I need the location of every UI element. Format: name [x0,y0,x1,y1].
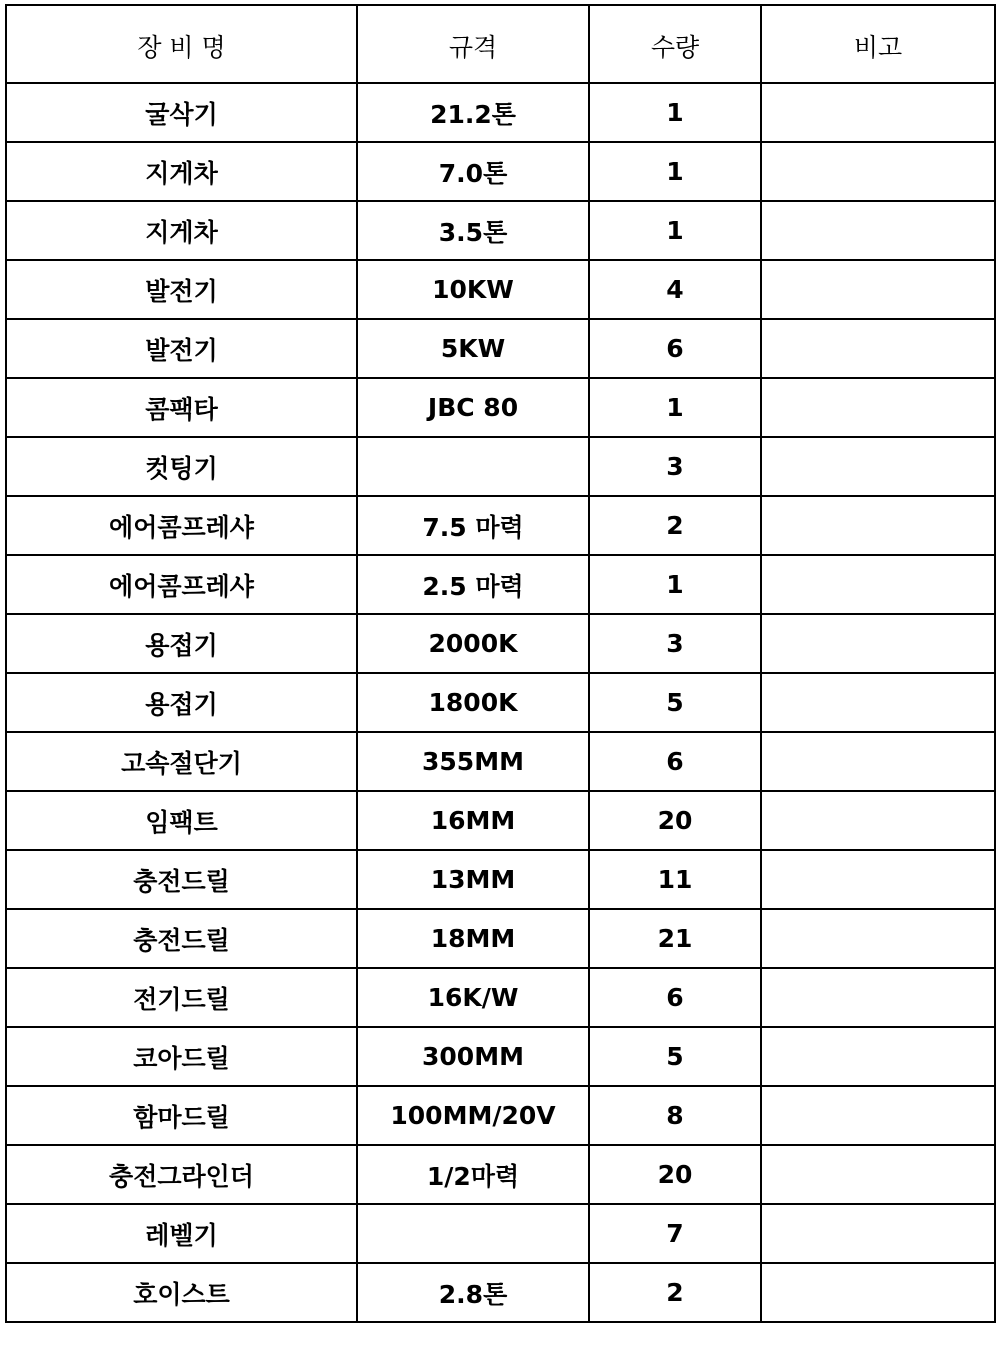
cell-spec: 16K/W [357,968,589,1027]
cell-equipment-name: 발전기 [6,260,357,319]
cell-note [761,555,995,614]
cell-quantity: 1 [589,142,761,201]
cell-quantity: 4 [589,260,761,319]
cell-quantity: 2 [589,496,761,555]
cell-equipment-name: 에어콤프레샤 [6,496,357,555]
cell-quantity: 1 [589,378,761,437]
cell-note [761,909,995,968]
header-quantity: 수량 [589,5,761,83]
cell-spec: 355MM [357,732,589,791]
cell-quantity: 3 [589,437,761,496]
cell-note [761,260,995,319]
table-body [6,83,995,1322]
cell-note [761,791,995,850]
cell-quantity: 20 [589,791,761,850]
cell-quantity: 3 [589,614,761,673]
cell-note [761,732,995,791]
cell-equipment-name: 지게차 [6,142,357,201]
cell-equipment-name: 지게차 [6,201,357,260]
cell-equipment-name: 발전기 [6,319,357,378]
header-row [6,5,995,83]
cell-equipment-name: 충전드릴 [6,909,357,968]
table-row [6,319,995,378]
cell-note [761,83,995,142]
cell-quantity: 2 [589,1263,761,1322]
cell-equipment-name: 충전그라인더 [6,1145,357,1204]
cell-note [761,673,995,732]
table-row [6,791,995,850]
cell-equipment-name: 용접기 [6,614,357,673]
cell-equipment-name: 충전드릴 [6,850,357,909]
table-row [6,555,995,614]
cell-note [761,850,995,909]
cell-spec: 13MM [357,850,589,909]
table-row [6,437,995,496]
cell-note [761,437,995,496]
cell-equipment-name: 용접기 [6,673,357,732]
table-row [6,1086,995,1145]
cell-equipment-name: 전기드릴 [6,968,357,1027]
header-note: 비고 [761,5,995,83]
cell-spec: 3.5톤 [357,201,589,260]
cell-spec: 7.0톤 [357,142,589,201]
cell-spec: 1800K [357,673,589,732]
table-row [6,614,995,673]
cell-spec: 1/2마력 [357,1145,589,1204]
cell-quantity: 6 [589,319,761,378]
cell-note [761,201,995,260]
table-row [6,909,995,968]
cell-spec: 2.8톤 [357,1263,589,1322]
cell-note [761,142,995,201]
cell-equipment-name: 굴삭기 [6,83,357,142]
cell-quantity: 6 [589,968,761,1027]
cell-spec [357,437,589,496]
table-row [6,732,995,791]
cell-spec: 10KW [357,260,589,319]
table-row [6,83,995,142]
header-spec: 규격 [357,5,589,83]
cell-note [761,1263,995,1322]
cell-quantity: 5 [589,673,761,732]
cell-note [761,1204,995,1263]
cell-quantity: 1 [589,83,761,142]
cell-quantity: 11 [589,850,761,909]
cell-equipment-name: 컷팅기 [6,437,357,496]
table-row [6,968,995,1027]
cell-note [761,378,995,437]
cell-quantity: 1 [589,555,761,614]
cell-spec: 18MM [357,909,589,968]
equipment-table [5,4,996,1323]
cell-spec: 21.2톤 [357,83,589,142]
cell-equipment-name: 함마드릴 [6,1086,357,1145]
header-equipment-name: 장 비 명 [6,5,357,83]
cell-equipment-name: 에어콤프레샤 [6,555,357,614]
table-row [6,201,995,260]
table-row [6,496,995,555]
cell-spec: 300MM [357,1027,589,1086]
table-row [6,1204,995,1263]
cell-note [761,1145,995,1204]
cell-equipment-name: 레벨기 [6,1204,357,1263]
table-row [6,1145,995,1204]
cell-note [761,1086,995,1145]
table-row [6,260,995,319]
table-row [6,1027,995,1086]
table-row [6,1263,995,1322]
cell-spec: 2000K [357,614,589,673]
table-row [6,850,995,909]
cell-spec: 7.5 마력 [357,496,589,555]
cell-quantity: 6 [589,732,761,791]
cell-quantity: 1 [589,201,761,260]
cell-quantity: 7 [589,1204,761,1263]
cell-spec: JBC 80 [357,378,589,437]
cell-equipment-name: 콤팩타 [6,378,357,437]
cell-note [761,496,995,555]
table-row [6,673,995,732]
table-row [6,142,995,201]
cell-spec [357,1204,589,1263]
cell-quantity: 8 [589,1086,761,1145]
cell-quantity: 5 [589,1027,761,1086]
cell-equipment-name: 고속절단기 [6,732,357,791]
cell-spec: 2.5 마력 [357,555,589,614]
table-row [6,378,995,437]
cell-note [761,968,995,1027]
cell-quantity: 20 [589,1145,761,1204]
cell-spec: 16MM [357,791,589,850]
cell-equipment-name: 임팩트 [6,791,357,850]
cell-equipment-name: 코아드릴 [6,1027,357,1086]
cell-quantity: 21 [589,909,761,968]
cell-note [761,319,995,378]
cell-note [761,1027,995,1086]
cell-equipment-name: 호이스트 [6,1263,357,1322]
cell-spec: 5KW [357,319,589,378]
cell-spec: 100MM/20V [357,1086,589,1145]
cell-note [761,614,995,673]
